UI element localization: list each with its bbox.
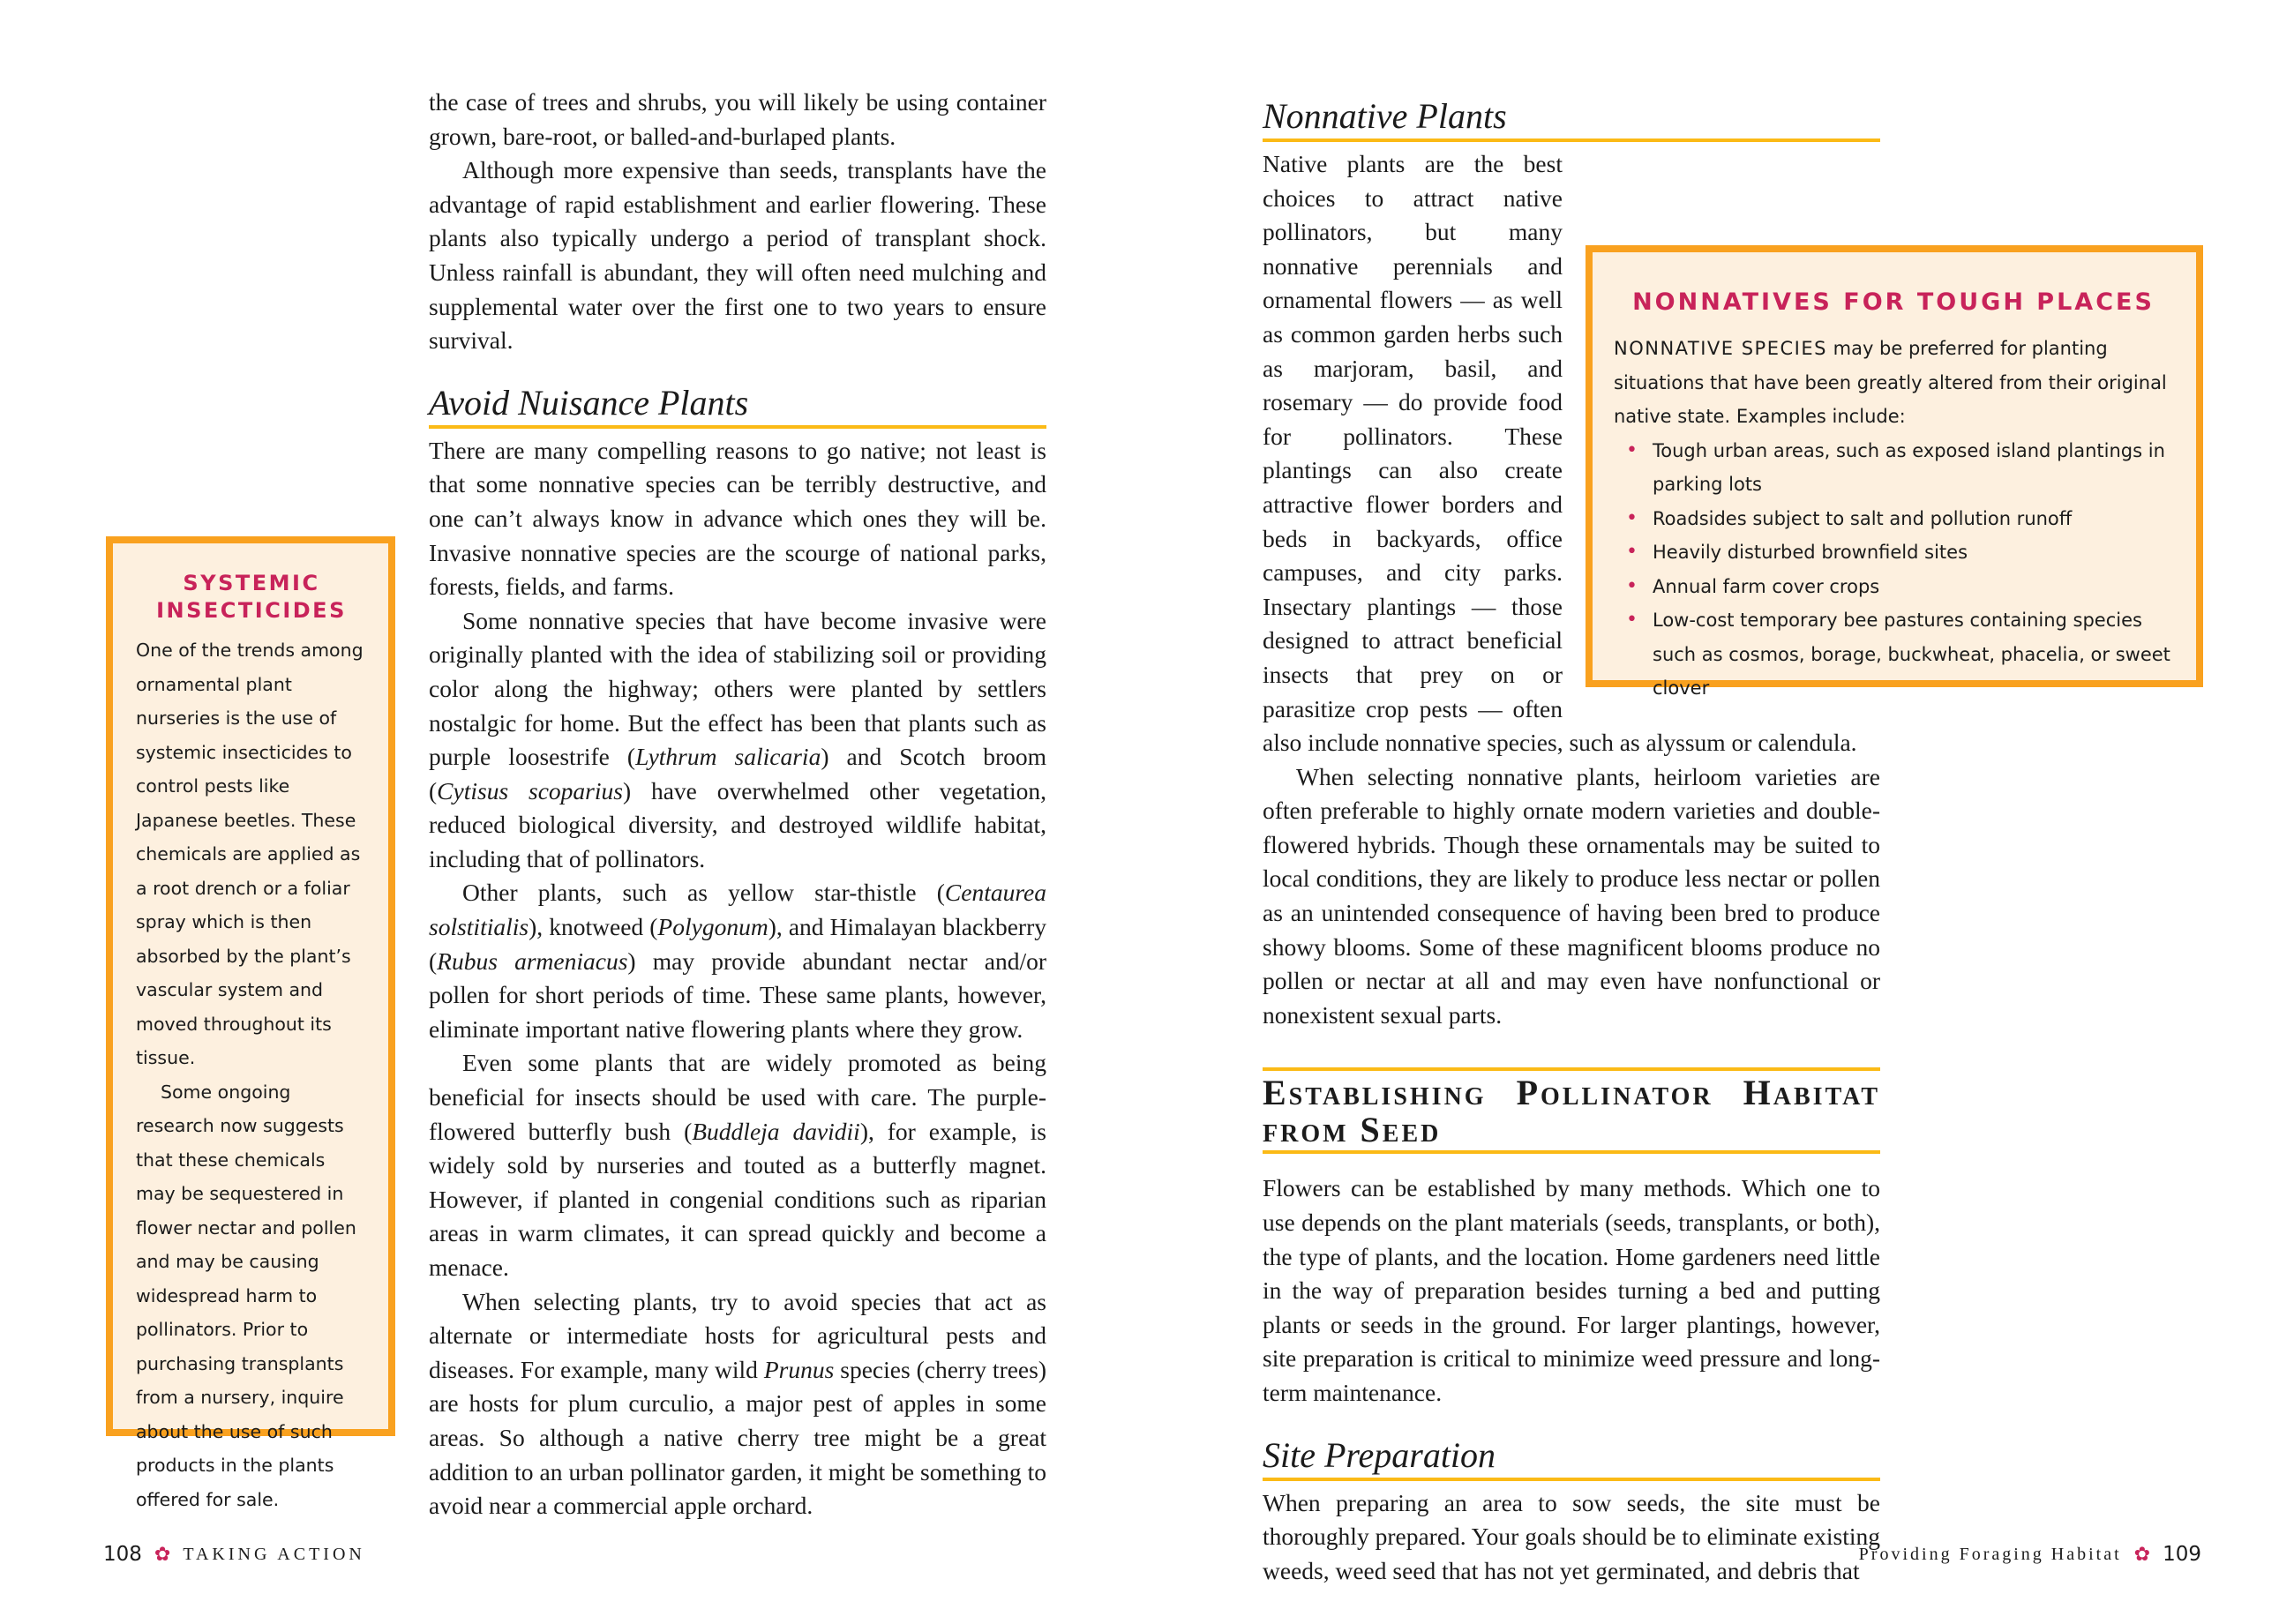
section-heading-site-preparation: Site Preparation: [1263, 1435, 1880, 1481]
wrap-spacer: [1563, 215, 1880, 705]
scientific-name: Polygonum: [657, 913, 768, 941]
page-number: 108: [103, 1543, 142, 1566]
running-head: Providing Foraging Habitat: [1858, 1545, 2122, 1564]
flower-ornament-icon: ✿: [154, 1543, 171, 1565]
folio-left: [103, 1541, 365, 1568]
body-paragraph: When selecting nonnative plants, heirloom varieties are often preferable to highly ornate modern varieties and double-flowered hybrids. Though these ornamentals may be suited to local conditions, they are likely to produce less nectar or pollen as an unintended consequence of having been bred to produce showy blooms. Some of these magnificent blooms produce no pollen or nectar at all and may even have nonfunctional or nonexistent sexual parts.: [1263, 762, 1880, 1029]
sidebar-systemic-insecticides: [106, 536, 395, 1510]
section-heading-establishing-habitat: Establishing Pollinator Habitat from Seed: [1263, 1067, 1880, 1154]
flower-ornament-icon: ✿: [2133, 1543, 2151, 1565]
lead-small-caps: NONNATIVE SPECIES: [1614, 338, 1827, 359]
list-item: • Tough urban areas, such as exposed island plantings in parking lots: [1640, 434, 2173, 502]
body-paragraph: There are many compelling reasons to go native; not least is that some nonnative species can be terribly destructive, and one can’t always know in advance which ones they will be. Invasive nonnative species are the scourge of national parks, forests, fields, and farms.: [429, 436, 1046, 601]
scientific-name: Centaurea solstitialis: [429, 879, 1046, 941]
sidebar-title: NONNATIVES FOR TOUGH PLACES: [1632, 288, 2155, 316]
body-paragraph: Flowers can be established by many methods. Which one to use depends on the plant materials (seeds, transplants, or both), the type of plants, and the location. Home gardeners need little in the way of preparation besides turning a bed and putting plants or seeds in the ground. For larger plantings, however, site preparation is critical to minimize weed pressure and long-term maintenance.: [1263, 1174, 1880, 1406]
body-paragraph: Although more expensive than seeds, transplants have the advantage of rapid establishment and earlier flowering. These plants also typically undergo a period of transplant shock. Unless rainfall is abundant, they will often need mulching and supplemental water over the first one to two years to ensure survival.: [429, 156, 1046, 355]
running-head: TAKING ACTION: [183, 1545, 365, 1564]
sidebar-lead: NONNATIVE SPECIES may be preferred for planting situations that have been greatly altered from their original native state. Examples include:: [1614, 338, 2167, 427]
list-item: • Annual farm cover crops: [1640, 570, 2173, 604]
body-paragraph: When preparing an area to sow seeds, the site must be thoroughly prepared. Your goals should be to eliminate existing weeds, weed seed that has not yet germinated, and debris that: [1263, 1488, 1880, 1584]
sidebar-paragraph: One of the trends among ornamental plant nurseries is the use of systemic insecticides to control pests like Japanese beetles. These chemicals are applied as a root drench or a foliar spray which is then absorbed by the plant’s vascular system and moved throughout its tissue.: [136, 640, 364, 1068]
left-page-column: [429, 86, 1046, 1523]
body-paragraph: Even some plants that are widely promoted as being beneficial for insects should be used with care. The purple-flowered butterfly bush (Buddleja davidii), for example, is widely sold by nurseries and touted as a butterfly magnet. However, if planted in congenial conditions such as riparian areas in warm climates, it can spread quickly and become a menace.: [429, 1049, 1047, 1281]
list-item: • Heavily disturbed brownfield sites: [1640, 535, 2173, 570]
body-paragraph: the case of trees and shrubs, you will likely be using container grown, bare-root, or balled-and-burlaped plants.: [429, 88, 1046, 150]
sidebar-paragraph: Some ongoing research now suggests that these chemicals may be sequestered in flower nectar and pollen and may be causing widespread harm to pollinators. Prior to purchasing transplants from a nursery, inquire about the use of such products in the plants offered for sale.: [136, 1081, 356, 1510]
right-page-column: [1263, 86, 1880, 1588]
body-paragraph: Some nonnative species that have become invasive were originally planted with the idea of stabilizing soil or providing color along the highway; others were planted by settlers nostalgic for home. But the effect has been that plants such as purple loosestrife (Lythrum salicaria) and Scotch broom (Cytisus scoparius) have overwhelmed other vegetation, reduced biological diversity, and destroyed wildlife habitat, including that of pollinators.: [429, 606, 1047, 872]
sidebar-title: SYSTEMIC INSECTICIDES: [156, 571, 347, 623]
scientific-name: Lythrum salicaria: [635, 743, 821, 771]
scientific-name: Prunus: [763, 1355, 835, 1383]
body-paragraph: When selecting plants, try to avoid species that act as alternate or intermediate hosts for agricultural pests and diseases. For example, many wild Prunus species (cherry trees) are hosts for plum curculio, a major pest of apples in some areas. So although a native cherry tree might be a great addition to an urban pollinator garden, it might be something to avoid near a commercial apple orchard.: [429, 1287, 1046, 1520]
body-paragraph: Other plants, such as yellow star-thistle (Centaurea solstitialis), knotweed (Polygonum), and Himalayan blackberry (Rubus armeniacus) may provide abundant nectar and/or pollen for short periods of time. These same plants, however, eliminate important native flowering plants where they grow.: [429, 879, 1046, 1043]
list-item: • Roadsides subject to salt and pollution runoff: [1640, 502, 2173, 536]
sidebar-body: [136, 633, 367, 1516]
scientific-name: Buddleja davidii: [692, 1117, 860, 1145]
scientific-name: Rubus armeniacus: [437, 947, 628, 975]
section-heading-nonnative-plants: Nonnative Plants: [1263, 96, 1880, 142]
section-heading-avoid-nuisance-plants: Avoid Nuisance Plants: [429, 383, 1046, 429]
list-item: • Low-cost temporary bee pastures containing species such as cosmos, borage, buckwheat, phacelia, or sweet clover: [1640, 603, 2173, 706]
page-number: 109: [2163, 1543, 2201, 1566]
body-paragraph: Native plants are the best choices to attract native pollinators, but many nonnative perennials and ornamental flowers — as well as common garden herbs such as marjoram, basil, and rosemary — do provide food for pollinators. These plantings can also create attractive flower borders and beds in backyards, office campuses, and city parks. Insectary plantings — those designed to attract beneficial insects that prey on or parasitize crop pests — often also include nonnative species, such as alyssum or calendula.: [1263, 150, 1857, 757]
scientific-name: Cytisus scoparius: [437, 776, 623, 805]
folio-right: [1859, 1541, 2201, 1568]
